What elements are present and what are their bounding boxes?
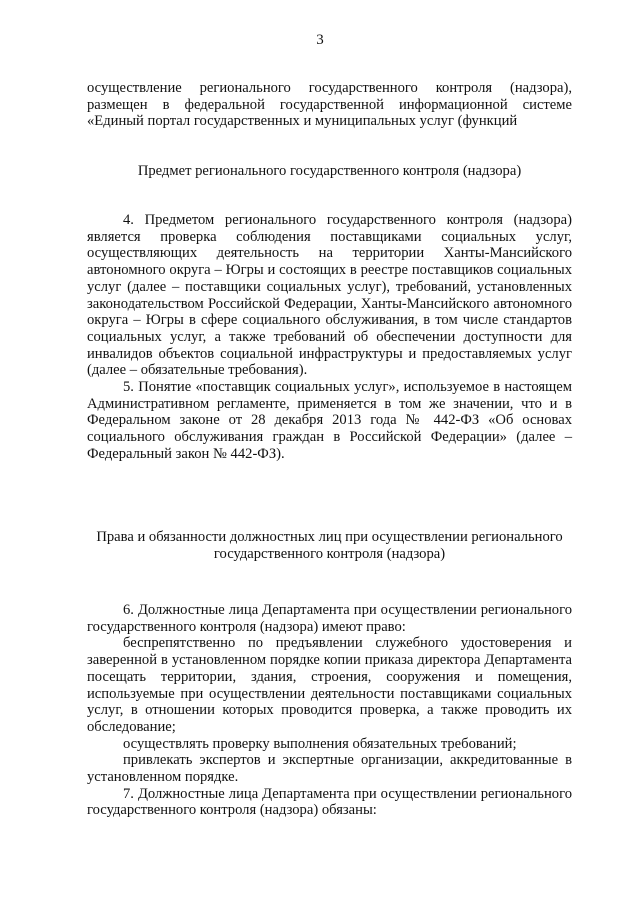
rights-heading-block <box>87 529 572 563</box>
subject-heading-block <box>87 163 572 180</box>
clause-4-paragraph: 4. Предметом регионального государственного контроля (надзора) является проверка соблюдения поставщиками социальных услуг, осуществляющих деятельность на территории Ханты-Мансийского автономного округа – Югры и состоящих в реестре поставщиков социальных услуг (далее – поставщики социальных услуг), требований, установленных законодательством Российской Федерации, Ханты-Мансийского автономного округа – Югры в сфере социального обслуживания, в том числе стандартов социальных услуг, а также требований об обеспечении доступности для инвалидов объектов социальной инфраструктуры и предоставляемых услуг (далее – обязательные требования). <box>87 212 572 379</box>
clause-5-paragraph: 5. Понятие «поставщик социальных услуг», используемое в настоящем Административном регламенте, применяется в том же значении, что и в Федеральном законе от 28 декабря 2013 года № 442-ФЗ «Об основах социального обслуживания граждан в Российской Федерации» (далее – Федеральный закон № 442-ФЗ). <box>87 379 572 462</box>
section-heading-subject: Предмет регионального государственного контроля (надзора) <box>137 163 522 179</box>
continuation-section <box>87 80 572 130</box>
subject-section <box>87 212 572 463</box>
clause-6-item-3: привлекать экспертов и экспертные организации, аккредитованные в установленном порядке. <box>87 752 572 786</box>
rights-section <box>87 602 572 819</box>
clause-6-item-1: беспрепятственно по предъявлении служебного удостоверения и заверенной в установленном порядке копии приказа директора Департамента посещать территории, здания, строения, сооружения и помещения, используемые при осуществлении деятельности поставщиками социальных услуг, в отношении которых проводится проверка, а также проводить их обследование; <box>87 635 572 735</box>
clause-6-paragraph: 6. Должностные лица Департамента при осуществлении регионального государственного контроля (надзора) имеют право: <box>87 602 572 635</box>
clause-7-paragraph: 7. Должностные лица Департамента при осуществлении регионального государственного контроля (надзора) обязаны: <box>87 785 572 819</box>
page-number: 3 <box>316 32 324 48</box>
continuation-paragraph: осуществление регионального государственного контроля (надзора), размещен в федеральной государственной информационной системе «Единый портал государственных и муниципальных услуг (функций <box>87 80 572 130</box>
section-heading-rights: Права и обязанности должностных лиц при осуществлении регионального государственного контроля (надзора) <box>96 529 563 562</box>
clause-6-item-2: осуществлять проверку выполнения обязательных требований; <box>123 735 517 752</box>
